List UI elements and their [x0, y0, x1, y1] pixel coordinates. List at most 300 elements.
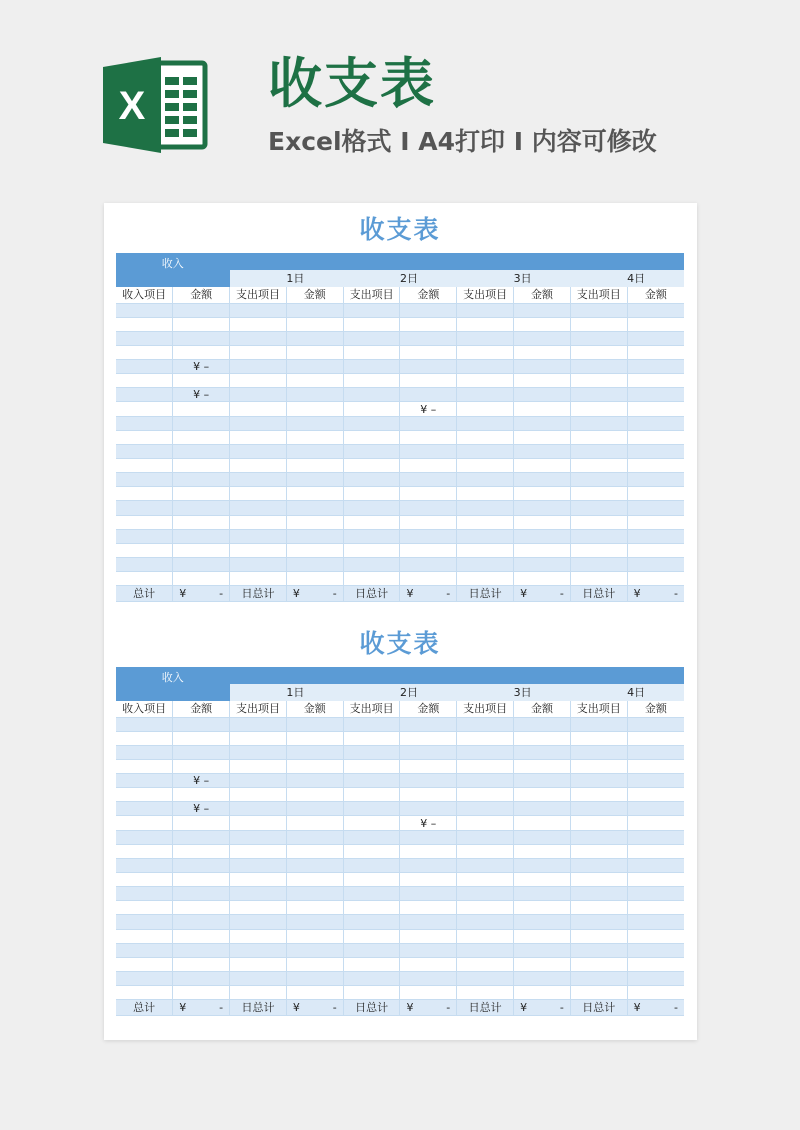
table-cell[interactable]	[173, 558, 230, 572]
table-cell[interactable]	[286, 529, 343, 543]
table-cell[interactable]	[286, 717, 343, 731]
table-cell[interactable]	[570, 416, 627, 430]
table-cell[interactable]	[570, 887, 627, 901]
table-cell[interactable]	[400, 745, 457, 759]
table-cell[interactable]	[116, 774, 173, 788]
table-cell[interactable]	[286, 774, 343, 788]
table-cell[interactable]	[627, 802, 684, 816]
table-cell[interactable]	[570, 515, 627, 529]
table-cell[interactable]	[230, 529, 287, 543]
table-cell[interactable]	[286, 844, 343, 858]
table-cell[interactable]	[286, 360, 343, 374]
table-cell[interactable]	[514, 360, 571, 374]
table-cell[interactable]: ¥ –	[173, 774, 230, 788]
table-cell[interactable]	[230, 487, 287, 501]
table-cell[interactable]	[173, 986, 230, 1000]
table-cell[interactable]	[286, 303, 343, 317]
table-cell[interactable]	[570, 444, 627, 458]
table-cell[interactable]	[514, 501, 571, 515]
table-cell[interactable]	[627, 572, 684, 586]
table-cell[interactable]	[514, 844, 571, 858]
table-cell[interactable]	[570, 473, 627, 487]
table-cell[interactable]	[627, 830, 684, 844]
table-cell[interactable]	[230, 745, 287, 759]
table-cell[interactable]	[457, 529, 514, 543]
table-cell[interactable]	[116, 303, 173, 317]
table-cell[interactable]	[457, 388, 514, 402]
table-cell[interactable]	[457, 816, 514, 830]
table-cell[interactable]	[514, 487, 571, 501]
table-cell[interactable]	[457, 331, 514, 345]
table-cell[interactable]	[514, 402, 571, 416]
table-cell[interactable]	[116, 529, 173, 543]
table-cell[interactable]	[343, 774, 400, 788]
table-cell[interactable]	[400, 473, 457, 487]
table-cell[interactable]	[400, 416, 457, 430]
table-cell[interactable]: ¥ –	[400, 402, 457, 416]
table-cell[interactable]	[400, 501, 457, 515]
table-cell[interactable]	[457, 943, 514, 957]
table-cell[interactable]	[116, 858, 173, 872]
table-cell[interactable]	[570, 572, 627, 586]
table-cell[interactable]	[627, 345, 684, 359]
table-cell[interactable]	[514, 388, 571, 402]
table-cell[interactable]	[286, 444, 343, 458]
table-cell[interactable]	[457, 788, 514, 802]
table-cell[interactable]	[230, 317, 287, 331]
table-cell[interactable]	[570, 873, 627, 887]
table-cell[interactable]	[514, 774, 571, 788]
table-cell[interactable]	[400, 759, 457, 773]
table-cell[interactable]	[173, 430, 230, 444]
table-cell[interactable]	[286, 802, 343, 816]
table-cell[interactable]	[286, 986, 343, 1000]
table-cell[interactable]	[230, 901, 287, 915]
table-cell[interactable]	[230, 473, 287, 487]
table-cell[interactable]	[116, 816, 173, 830]
table-cell[interactable]	[514, 972, 571, 986]
table-cell[interactable]	[514, 759, 571, 773]
table-cell[interactable]	[116, 388, 173, 402]
table-cell[interactable]	[457, 543, 514, 557]
table-cell[interactable]	[343, 473, 400, 487]
table-cell[interactable]	[286, 572, 343, 586]
table-cell[interactable]	[343, 388, 400, 402]
table-cell[interactable]	[627, 873, 684, 887]
table-cell[interactable]	[400, 858, 457, 872]
table-cell[interactable]	[343, 717, 400, 731]
table-cell[interactable]	[343, 416, 400, 430]
table-cell[interactable]	[514, 317, 571, 331]
table-cell[interactable]	[457, 444, 514, 458]
table-cell[interactable]	[457, 345, 514, 359]
table-cell[interactable]	[286, 459, 343, 473]
table-cell[interactable]	[514, 529, 571, 543]
table-cell[interactable]	[286, 487, 343, 501]
table-cell[interactable]	[627, 759, 684, 773]
table-cell[interactable]	[514, 558, 571, 572]
table-cell[interactable]	[570, 487, 627, 501]
table-cell[interactable]	[343, 844, 400, 858]
table-cell[interactable]	[116, 844, 173, 858]
table-cell[interactable]	[457, 759, 514, 773]
table-cell[interactable]	[627, 717, 684, 731]
table-cell[interactable]	[627, 844, 684, 858]
table-cell[interactable]	[343, 887, 400, 901]
table-cell[interactable]	[400, 572, 457, 586]
table-cell[interactable]	[570, 717, 627, 731]
table-cell[interactable]	[230, 444, 287, 458]
table-cell[interactable]	[457, 858, 514, 872]
table-cell[interactable]	[286, 972, 343, 986]
table-cell[interactable]	[570, 858, 627, 872]
table-cell[interactable]	[400, 915, 457, 929]
table-cell[interactable]	[514, 957, 571, 971]
table-cell[interactable]	[400, 331, 457, 345]
table-cell[interactable]	[400, 317, 457, 331]
table-cell[interactable]	[116, 444, 173, 458]
table-cell[interactable]	[343, 360, 400, 374]
table-cell[interactable]	[514, 572, 571, 586]
table-cell[interactable]	[514, 731, 571, 745]
table-cell[interactable]	[116, 345, 173, 359]
table-cell[interactable]	[627, 501, 684, 515]
table-cell[interactable]	[173, 402, 230, 416]
table-cell[interactable]	[116, 759, 173, 773]
table-cell[interactable]	[514, 430, 571, 444]
table-cell[interactable]	[230, 844, 287, 858]
table-cell[interactable]	[343, 745, 400, 759]
table-cell[interactable]	[457, 317, 514, 331]
table-cell[interactable]	[343, 487, 400, 501]
table-cell[interactable]	[627, 374, 684, 388]
table-cell[interactable]	[173, 572, 230, 586]
table-cell[interactable]	[116, 788, 173, 802]
table-cell[interactable]	[627, 416, 684, 430]
table-cell[interactable]	[343, 515, 400, 529]
table-cell[interactable]	[230, 416, 287, 430]
table-cell[interactable]	[627, 957, 684, 971]
table-cell[interactable]	[627, 887, 684, 901]
table-cell[interactable]	[343, 915, 400, 929]
table-cell[interactable]	[286, 830, 343, 844]
table-cell[interactable]	[627, 929, 684, 943]
table-cell[interactable]	[116, 572, 173, 586]
table-cell[interactable]	[116, 515, 173, 529]
table-cell[interactable]	[400, 830, 457, 844]
table-cell[interactable]	[627, 473, 684, 487]
table-cell[interactable]	[627, 487, 684, 501]
table-cell[interactable]	[230, 388, 287, 402]
table-cell[interactable]	[570, 957, 627, 971]
table-cell[interactable]	[286, 388, 343, 402]
table-cell[interactable]	[514, 901, 571, 915]
table-cell[interactable]	[514, 473, 571, 487]
table-cell[interactable]	[400, 529, 457, 543]
table-cell[interactable]	[173, 830, 230, 844]
table-cell[interactable]	[116, 929, 173, 943]
table-cell[interactable]	[457, 558, 514, 572]
table-cell[interactable]	[230, 303, 287, 317]
table-cell[interactable]	[514, 943, 571, 957]
table-cell[interactable]	[627, 388, 684, 402]
table-cell[interactable]	[116, 416, 173, 430]
table-cell[interactable]	[286, 901, 343, 915]
table-cell[interactable]	[173, 501, 230, 515]
table-cell[interactable]	[570, 402, 627, 416]
table-cell[interactable]	[343, 816, 400, 830]
table-cell[interactable]	[400, 487, 457, 501]
table-cell[interactable]	[570, 759, 627, 773]
table-cell[interactable]	[230, 374, 287, 388]
table-cell[interactable]	[173, 957, 230, 971]
table-cell[interactable]	[173, 873, 230, 887]
table-cell[interactable]	[173, 887, 230, 901]
table-cell[interactable]	[343, 572, 400, 586]
table-cell[interactable]	[570, 802, 627, 816]
table-cell[interactable]	[457, 929, 514, 943]
table-cell[interactable]	[286, 416, 343, 430]
table-cell[interactable]	[173, 487, 230, 501]
table-cell[interactable]	[116, 402, 173, 416]
table-cell[interactable]	[570, 303, 627, 317]
table-cell[interactable]	[173, 915, 230, 929]
table-cell[interactable]	[286, 402, 343, 416]
table-cell[interactable]	[230, 430, 287, 444]
table-cell[interactable]	[570, 459, 627, 473]
table-cell[interactable]	[570, 345, 627, 359]
table-cell[interactable]	[173, 444, 230, 458]
table-cell[interactable]	[173, 943, 230, 957]
table-cell[interactable]	[400, 986, 457, 1000]
table-cell[interactable]	[286, 515, 343, 529]
table-cell[interactable]	[343, 317, 400, 331]
table-cell[interactable]	[570, 929, 627, 943]
table-cell[interactable]	[457, 901, 514, 915]
table-cell[interactable]	[570, 972, 627, 986]
table-cell[interactable]	[230, 402, 287, 416]
table-cell[interactable]	[286, 788, 343, 802]
table-cell[interactable]	[627, 816, 684, 830]
table-cell[interactable]	[116, 331, 173, 345]
table-cell[interactable]	[343, 444, 400, 458]
table-cell[interactable]	[457, 957, 514, 971]
table-cell[interactable]	[173, 345, 230, 359]
table-cell[interactable]	[343, 731, 400, 745]
table-cell[interactable]	[570, 331, 627, 345]
table-cell[interactable]	[116, 887, 173, 901]
table-cell[interactable]	[173, 731, 230, 745]
table-cell[interactable]	[230, 759, 287, 773]
table-cell[interactable]	[570, 317, 627, 331]
table-cell[interactable]	[343, 901, 400, 915]
table-cell[interactable]	[570, 558, 627, 572]
table-cell[interactable]	[627, 529, 684, 543]
table-cell[interactable]	[286, 501, 343, 515]
table-cell[interactable]	[627, 745, 684, 759]
table-cell[interactable]	[230, 459, 287, 473]
table-cell[interactable]	[343, 402, 400, 416]
table-cell[interactable]	[514, 374, 571, 388]
table-cell[interactable]	[400, 543, 457, 557]
table-cell[interactable]	[514, 745, 571, 759]
table-cell[interactable]	[514, 717, 571, 731]
table-cell[interactable]	[343, 986, 400, 1000]
table-cell[interactable]	[570, 360, 627, 374]
table-cell[interactable]	[627, 430, 684, 444]
table-cell[interactable]	[116, 957, 173, 971]
table-cell[interactable]: ¥ –	[400, 816, 457, 830]
table-cell[interactable]	[343, 788, 400, 802]
table-cell[interactable]	[343, 873, 400, 887]
table-cell[interactable]	[514, 331, 571, 345]
table-cell[interactable]	[400, 943, 457, 957]
table-cell[interactable]	[343, 501, 400, 515]
table-cell[interactable]	[230, 816, 287, 830]
table-cell[interactable]	[457, 844, 514, 858]
table-cell[interactable]	[116, 830, 173, 844]
table-cell[interactable]	[400, 957, 457, 971]
table-cell[interactable]	[116, 717, 173, 731]
table-cell[interactable]	[116, 430, 173, 444]
table-cell[interactable]	[230, 731, 287, 745]
table-cell[interactable]	[400, 558, 457, 572]
table-cell[interactable]	[627, 558, 684, 572]
table-cell[interactable]	[570, 915, 627, 929]
table-cell[interactable]	[116, 558, 173, 572]
table-cell[interactable]	[286, 915, 343, 929]
table-cell[interactable]	[286, 543, 343, 557]
table-cell[interactable]	[343, 430, 400, 444]
table-cell[interactable]	[173, 717, 230, 731]
table-cell[interactable]	[173, 858, 230, 872]
table-cell[interactable]	[230, 572, 287, 586]
table-cell[interactable]	[457, 430, 514, 444]
table-cell[interactable]	[627, 402, 684, 416]
table-cell[interactable]	[457, 717, 514, 731]
table-cell[interactable]	[173, 972, 230, 986]
table-cell[interactable]	[627, 360, 684, 374]
table-cell[interactable]	[230, 915, 287, 929]
table-cell[interactable]	[514, 444, 571, 458]
table-cell[interactable]	[570, 774, 627, 788]
table-cell[interactable]	[173, 759, 230, 773]
table-cell[interactable]	[627, 317, 684, 331]
table-cell[interactable]	[457, 416, 514, 430]
table-cell[interactable]	[230, 929, 287, 943]
table-cell[interactable]	[343, 802, 400, 816]
table-cell[interactable]	[230, 331, 287, 345]
table-cell[interactable]	[400, 388, 457, 402]
table-cell[interactable]	[514, 543, 571, 557]
table-cell[interactable]	[230, 873, 287, 887]
table-cell[interactable]	[627, 788, 684, 802]
table-cell[interactable]	[286, 929, 343, 943]
table-cell[interactable]	[173, 515, 230, 529]
table-cell[interactable]	[230, 887, 287, 901]
table-cell[interactable]	[457, 572, 514, 586]
table-cell[interactable]	[116, 487, 173, 501]
table-cell[interactable]	[343, 529, 400, 543]
table-cell[interactable]	[514, 929, 571, 943]
table-cell[interactable]	[286, 873, 343, 887]
table-cell[interactable]	[514, 345, 571, 359]
table-cell[interactable]	[286, 887, 343, 901]
table-cell[interactable]	[514, 416, 571, 430]
table-cell[interactable]	[570, 430, 627, 444]
table-cell[interactable]	[457, 374, 514, 388]
table-cell[interactable]: ¥ –	[173, 388, 230, 402]
table-cell[interactable]	[400, 303, 457, 317]
table-cell[interactable]	[457, 731, 514, 745]
table-cell[interactable]	[627, 515, 684, 529]
table-cell[interactable]	[570, 388, 627, 402]
table-cell[interactable]	[173, 374, 230, 388]
table-cell[interactable]	[570, 731, 627, 745]
table-cell[interactable]	[514, 887, 571, 901]
table-cell[interactable]	[286, 858, 343, 872]
table-cell[interactable]	[173, 331, 230, 345]
table-cell[interactable]	[343, 345, 400, 359]
table-cell[interactable]	[457, 915, 514, 929]
table-cell[interactable]	[230, 788, 287, 802]
table-cell[interactable]	[514, 986, 571, 1000]
table-cell[interactable]	[627, 331, 684, 345]
table-cell[interactable]	[400, 717, 457, 731]
table-cell[interactable]	[116, 501, 173, 515]
table-cell[interactable]	[116, 901, 173, 915]
table-cell[interactable]	[514, 858, 571, 872]
table-cell[interactable]	[116, 745, 173, 759]
table-cell[interactable]	[230, 972, 287, 986]
table-cell[interactable]	[514, 873, 571, 887]
table-cell[interactable]	[627, 986, 684, 1000]
table-cell[interactable]	[173, 929, 230, 943]
table-cell[interactable]	[343, 858, 400, 872]
table-cell[interactable]	[286, 473, 343, 487]
table-cell[interactable]	[343, 331, 400, 345]
table-cell[interactable]	[400, 887, 457, 901]
table-cell[interactable]	[400, 873, 457, 887]
table-cell[interactable]	[116, 986, 173, 1000]
table-cell[interactable]	[627, 444, 684, 458]
table-cell[interactable]	[230, 957, 287, 971]
table-cell[interactable]	[230, 802, 287, 816]
table-cell[interactable]	[457, 501, 514, 515]
table-cell[interactable]	[400, 972, 457, 986]
table-cell[interactable]	[286, 331, 343, 345]
table-cell[interactable]	[286, 816, 343, 830]
table-cell[interactable]	[173, 901, 230, 915]
table-cell[interactable]	[570, 788, 627, 802]
table-cell[interactable]	[627, 901, 684, 915]
table-cell[interactable]	[457, 515, 514, 529]
table-cell[interactable]	[286, 943, 343, 957]
table-cell[interactable]	[457, 887, 514, 901]
table-cell[interactable]	[286, 759, 343, 773]
table-cell[interactable]: ¥ –	[173, 360, 230, 374]
table-cell[interactable]	[116, 731, 173, 745]
table-cell[interactable]	[343, 929, 400, 943]
table-cell[interactable]	[230, 558, 287, 572]
table-cell[interactable]	[400, 360, 457, 374]
table-cell[interactable]	[457, 487, 514, 501]
table-cell[interactable]	[230, 986, 287, 1000]
table-cell[interactable]	[457, 303, 514, 317]
table-cell[interactable]	[570, 986, 627, 1000]
table-cell[interactable]	[570, 745, 627, 759]
table-cell[interactable]	[627, 774, 684, 788]
